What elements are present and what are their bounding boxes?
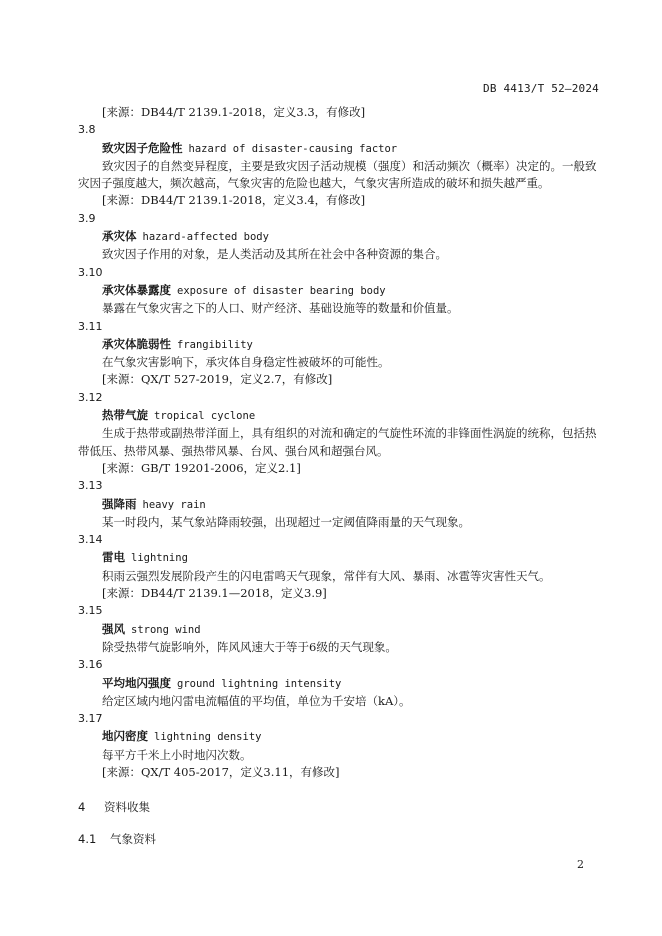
term-chinese: 热带气旋: [102, 408, 148, 423]
term-chinese: 地闪密度: [102, 729, 148, 744]
term-number: 3.8: [78, 123, 96, 137]
source-citation: [来源：QX/T 405-2017，定义3.11，有修改]: [102, 764, 340, 779]
term-definition-line: 致灾因子的自然变异程度，主要是致灾因子活动规模（强度）和活动频次（概率）决定的。一般致: [102, 158, 597, 173]
term-definition-line: 某一时段内，某气象站降雨较强，出现超过一定阈值降雨量的天气现象。: [102, 514, 470, 529]
term-chinese: 平均地闪强度: [102, 675, 171, 690]
term-title: [78, 335, 600, 354]
source-citation: [来源：DB44/T 2139.1—2018，定义3.9]: [102, 586, 327, 601]
term-number: 3.9: [78, 211, 96, 225]
term-entry: [78, 477, 600, 531]
term-entry: [78, 121, 600, 209]
term-english: exposure of disaster bearing body: [177, 284, 386, 297]
term-chinese: 致灾因子危险性: [102, 140, 183, 155]
term-chinese: 承灾体: [102, 229, 137, 244]
page-body: [78, 104, 600, 848]
term-definition-line: 带低压、热带风暴、强热带风暴、台风、强台风和超强台风。: [78, 443, 389, 458]
term-definition-line: 生成于热带或副热带洋面上，具有组织的对流和确定的气旋性环流的非锋面性涡旋的统称，包括热: [102, 426, 597, 441]
term-english: tropical cyclone: [154, 410, 256, 423]
term-number: 3.12: [78, 390, 103, 404]
term-title: [78, 727, 600, 746]
term-chinese: 承灾体暴露度: [102, 282, 171, 297]
section-title: 气象资料: [110, 831, 156, 846]
source-citation: [来源：GB/T 19201-2006，定义2.1]: [102, 460, 301, 475]
term-entry: [78, 656, 600, 710]
term-english: ground lightning intensity: [177, 677, 342, 690]
source-citation: [来源：DB44/T 2139.1-2018，定义3.3，有修改]: [102, 105, 366, 119]
term-entry: [78, 389, 600, 477]
term-definition-line: 致灾因子作用的对象，是人类活动及其所在社会中各种资源的集合。: [102, 247, 447, 262]
term-english: hazard-affected body: [142, 231, 269, 244]
term-chinese: 承灾体脆弱性: [102, 336, 171, 351]
term-entry: [78, 602, 600, 656]
term-number: 3.11: [78, 319, 103, 333]
section-heading-4: [78, 799, 600, 816]
section-title: 资料收集: [104, 800, 150, 815]
term-number: 3.14: [78, 533, 103, 547]
term-definition-line: 除受热带气旋影响外，阵风风速大于等于6级的天气现象。: [102, 639, 397, 654]
term-english: frangibility: [177, 338, 253, 351]
term-entry: [78, 264, 600, 318]
term-definition-line: 积雨云强烈发展阶段产生的闪电雷鸣天气现象，常伴有大风、暴雨、冰雹等灾害性天气。: [102, 568, 551, 583]
term-number: 3.10: [78, 265, 103, 279]
term-title: [78, 548, 600, 567]
term-title: [78, 139, 600, 158]
term-entry: [78, 531, 600, 602]
term-chinese: 雷电: [102, 550, 125, 565]
term-number: 3.13: [78, 479, 103, 493]
term-entry: [78, 318, 600, 389]
section-number: 4: [78, 800, 86, 815]
term-entry: [78, 210, 600, 264]
source-citation: [来源：QX/T 527-2019，定义2.7，有修改]: [102, 372, 333, 387]
term-title: [78, 495, 600, 514]
page-number: 2: [577, 858, 584, 871]
term-title: [78, 227, 600, 246]
term-title: [78, 281, 600, 300]
term-english: strong wind: [131, 623, 201, 636]
term-number: 3.15: [78, 604, 103, 618]
source-citation: [来源：DB44/T 2139.1-2018，定义3.4，有修改]: [102, 193, 366, 208]
term-entry: [78, 710, 600, 781]
term-definition-line: 在气象灾害影响下，承灾体自身稳定性被破坏的可能性。: [102, 355, 390, 370]
term-english: lightning: [131, 552, 188, 565]
term-english: heavy rain: [142, 498, 206, 511]
term-number: 3.17: [78, 712, 103, 726]
term-title: [78, 620, 600, 639]
term-title: [78, 406, 600, 425]
term-list: [78, 121, 600, 781]
section-heading-4-1: [78, 831, 600, 848]
term-english: hazard of disaster-causing factor: [188, 142, 398, 155]
term-definition-line: 灾因子强度越大，频次越高，气象灾害的危险也越大，气象灾害所造成的破坏和损失越严重。: [78, 176, 550, 191]
term-number: 3.16: [78, 658, 103, 672]
term-chinese: 强风: [102, 621, 125, 636]
term-chinese: 强降雨: [102, 496, 137, 511]
standard-code: DB 4413/T 52—2024: [483, 82, 599, 95]
term-english: lightning density: [154, 731, 262, 744]
section-number: 4.1: [78, 831, 97, 846]
term-title: [78, 674, 600, 693]
term-definition-line: 给定区域内地闪雷电流幅值的平均值，单位为千安培（kA）。: [102, 693, 411, 708]
term-definition-line: 每平方千米上小时地闪次数。: [102, 747, 252, 762]
term-definition-line: 暴露在气象灾害之下的人口、财产经济、基础设施等的数量和价值量。: [102, 301, 459, 316]
